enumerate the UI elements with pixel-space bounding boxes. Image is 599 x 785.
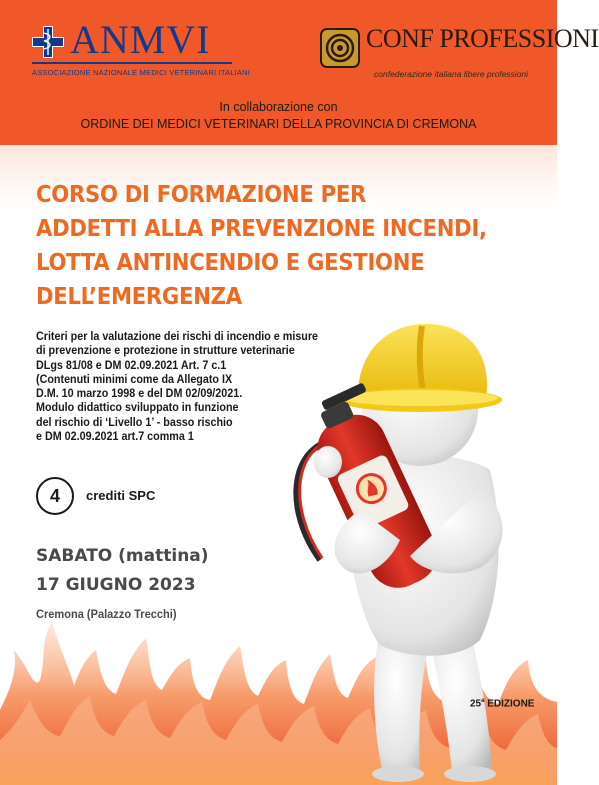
firefighter-figure-illustration (270, 300, 557, 785)
credits-label: crediti SPC (86, 488, 156, 503)
description-line: e DM 02.09.2021 art.7 comma 1 (36, 430, 194, 444)
description-line: DLgs 81/08 e DM 02.09.2021 Art. 7 c.1 (36, 358, 227, 372)
course-title-line: DELL’EMERGENZA (36, 284, 242, 310)
edition-label: EDIZIONE (487, 698, 535, 710)
caduceus-cross-icon (32, 26, 64, 58)
course-title-line: ADDETTI ALLA PREVENZIONE INCENDI, (36, 216, 487, 242)
description-line: del rischio di ‘Livello 1’ - basso rischio (36, 415, 233, 429)
event-day: SABATO (mattina) (36, 546, 209, 566)
edition-badge (470, 698, 534, 709)
description-line: D.M. 10 marzo 1998 e del DM 02/09/2021. (36, 387, 243, 401)
description-line: Criteri per la valutazione dei rischi di incendio e misure (36, 330, 319, 343)
anmvi-rule (32, 62, 232, 64)
collaboration-label: In collaborazione con (219, 100, 338, 114)
edition-suffix: a (481, 698, 485, 704)
anmvi-subtitle: ASSOCIAZIONE NAZIONALE MEDICI VETERINARI ITALIANI (32, 68, 251, 77)
description-line: (Contenuti minimi come da Allegato IX (36, 372, 233, 386)
description-line: Modulo didattico sviluppato in funzione (36, 401, 239, 415)
event-date: 17 GIUGNO 2023 (36, 575, 196, 595)
course-title-line: CORSO DI FORMAZIONE PER (36, 182, 367, 208)
anmvi-name: ANMVI (70, 17, 211, 62)
course-title-line: LOTTA ANTINCENDIO E GESTIONE (36, 250, 425, 276)
edition-number: 25 (470, 698, 482, 710)
confprofessioni-name: CONF PROFESSIONI (366, 24, 599, 53)
event-venue: Cremona (Palazzo Trecchi) (36, 607, 177, 621)
course-title (36, 178, 487, 314)
description-line: di prevenzione e protezione in strutture veterinarie (36, 344, 295, 358)
collaboration-partner: ORDINE DEI MEDICI VETERINARI DELLA PROVINCIA DI CREMONA (80, 117, 477, 131)
credits-count-badge: 4 (36, 477, 74, 515)
confprofessioni-subtitle: confederazione italiana libere professioni (374, 69, 529, 79)
confprofessioni-emblem-icon (320, 28, 360, 68)
